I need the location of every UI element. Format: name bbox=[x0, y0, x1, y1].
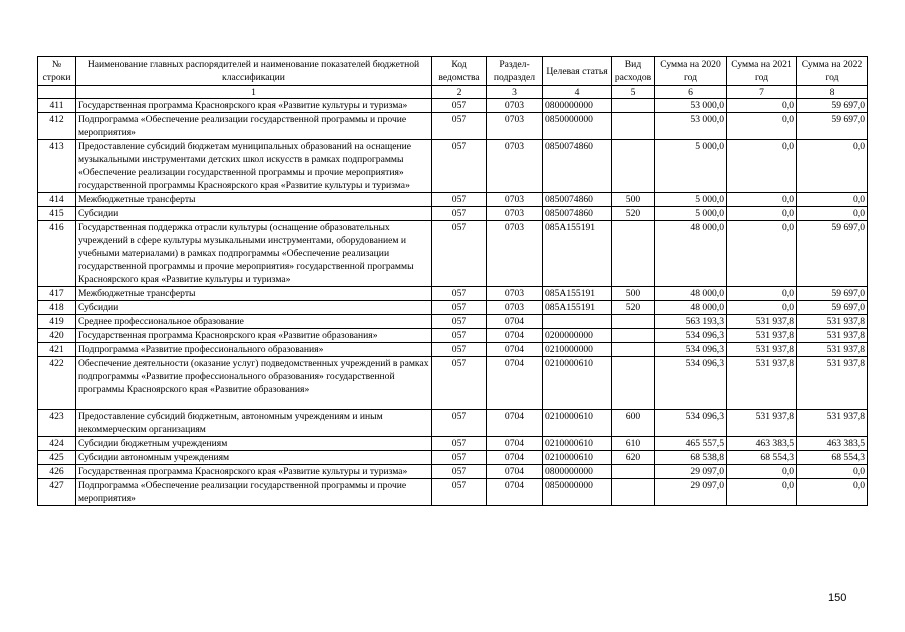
row-sum-2021: 0,0 bbox=[727, 479, 797, 506]
column-number: 7 bbox=[727, 86, 797, 99]
row-kod: 057 bbox=[432, 329, 487, 343]
row-vid: 610 bbox=[612, 437, 655, 451]
row-name: Подпрограмма «Обеспечение реализации государственной программы и прочие мероприятия» bbox=[76, 479, 432, 506]
table-row bbox=[38, 479, 868, 506]
table-body bbox=[38, 99, 868, 506]
row-sum-2022: 0,0 bbox=[797, 193, 868, 207]
row-sum-2021: 0,0 bbox=[727, 221, 797, 287]
row-celevaya: 0850074860 bbox=[543, 193, 612, 207]
row-celevaya: 085A155191 bbox=[543, 287, 612, 301]
row-kod: 057 bbox=[432, 343, 487, 357]
row-kod: 057 bbox=[432, 451, 487, 465]
row-sum-2020: 534 096,3 bbox=[655, 343, 727, 357]
row-sum-2021: 68 554,3 bbox=[727, 451, 797, 465]
row-vid: 620 bbox=[612, 451, 655, 465]
row-number: 413 bbox=[38, 140, 76, 193]
row-celevaya: 085A155191 bbox=[543, 301, 612, 315]
row-celevaya: 0210000610 bbox=[543, 437, 612, 451]
row-sum-2022: 531 937,8 bbox=[797, 343, 868, 357]
row-vid bbox=[612, 99, 655, 113]
table-row bbox=[38, 207, 868, 221]
row-kod: 057 bbox=[432, 113, 487, 140]
table-row bbox=[38, 193, 868, 207]
row-sum-2020: 534 096,3 bbox=[655, 357, 727, 410]
row-name: Межбюджетные трансферты bbox=[76, 287, 432, 301]
row-sum-2022: 0,0 bbox=[797, 140, 868, 193]
row-sum-2022: 0,0 bbox=[797, 479, 868, 506]
row-sum-2020: 534 096,3 bbox=[655, 410, 727, 437]
row-sum-2021: 531 937,8 bbox=[727, 410, 797, 437]
header-sum-2021: Сумма на 2021 год bbox=[727, 57, 797, 86]
row-kod: 057 bbox=[432, 287, 487, 301]
row-razdel: 0704 bbox=[487, 451, 543, 465]
row-vid: 600 bbox=[612, 410, 655, 437]
column-number: 2 bbox=[432, 86, 487, 99]
table-row bbox=[38, 437, 868, 451]
row-name: Субсидии bbox=[76, 301, 432, 315]
row-razdel: 0704 bbox=[487, 343, 543, 357]
row-sum-2022: 68 554,3 bbox=[797, 451, 868, 465]
row-celevaya: 0850074860 bbox=[543, 207, 612, 221]
row-kod: 057 bbox=[432, 410, 487, 437]
row-celevaya: 0800000000 bbox=[543, 99, 612, 113]
row-razdel: 0703 bbox=[487, 113, 543, 140]
row-celevaya: 0200000000 bbox=[543, 329, 612, 343]
row-sum-2020: 534 096,3 bbox=[655, 329, 727, 343]
table-header bbox=[38, 57, 868, 99]
table-row bbox=[38, 451, 868, 465]
row-celevaya: 0850000000 bbox=[543, 113, 612, 140]
header-celevaya: Целевая статья bbox=[543, 57, 612, 86]
row-kod: 057 bbox=[432, 437, 487, 451]
row-name: Субсидии автономным учреждениям bbox=[76, 451, 432, 465]
row-vid: 500 bbox=[612, 193, 655, 207]
row-sum-2022: 531 937,8 bbox=[797, 410, 868, 437]
row-sum-2021: 0,0 bbox=[727, 287, 797, 301]
row-number: 412 bbox=[38, 113, 76, 140]
row-sum-2020: 53 000,0 bbox=[655, 113, 727, 140]
row-sum-2021: 531 937,8 bbox=[727, 357, 797, 410]
row-number: 418 bbox=[38, 301, 76, 315]
row-sum-2020: 563 193,3 bbox=[655, 315, 727, 329]
row-sum-2020: 5 000,0 bbox=[655, 193, 727, 207]
row-name: Субсидии бюджетным учреждениям bbox=[76, 437, 432, 451]
header-sum-2020: Сумма на 2020 год bbox=[655, 57, 727, 86]
row-number: 417 bbox=[38, 287, 76, 301]
row-razdel: 0704 bbox=[487, 465, 543, 479]
row-number: 415 bbox=[38, 207, 76, 221]
row-name: Обеспечение деятельности (оказание услуг) подведомственных учреждений в рамках подпрограммы «Развитие профессионального образования» государственной программы Красноярского края «Развитие образования» bbox=[76, 357, 432, 410]
row-kod: 057 bbox=[432, 465, 487, 479]
row-sum-2021: 0,0 bbox=[727, 207, 797, 221]
row-sum-2022: 463 383,5 bbox=[797, 437, 868, 451]
row-razdel: 0704 bbox=[487, 437, 543, 451]
row-razdel: 0704 bbox=[487, 479, 543, 506]
row-name: Среднее профессиональное образование bbox=[76, 315, 432, 329]
row-sum-2022: 59 697,0 bbox=[797, 301, 868, 315]
row-sum-2020: 48 000,0 bbox=[655, 301, 727, 315]
row-sum-2021: 0,0 bbox=[727, 301, 797, 315]
table-row bbox=[38, 315, 868, 329]
row-sum-2021: 0,0 bbox=[727, 465, 797, 479]
row-name: Межбюджетные трансферты bbox=[76, 193, 432, 207]
row-vid bbox=[612, 357, 655, 410]
row-vid bbox=[612, 329, 655, 343]
row-sum-2020: 29 097,0 bbox=[655, 479, 727, 506]
column-number: 1 bbox=[76, 86, 432, 99]
row-name: Предоставление субсидий бюджетным, автономным учреждениям и иным некоммерческим организациям bbox=[76, 410, 432, 437]
row-sum-2020: 5 000,0 bbox=[655, 140, 727, 193]
column-number: 4 bbox=[543, 86, 612, 99]
budget-table bbox=[37, 56, 868, 506]
header-kod: Код ведомства bbox=[432, 57, 487, 86]
row-number: 424 bbox=[38, 437, 76, 451]
row-celevaya bbox=[543, 315, 612, 329]
row-sum-2021: 531 937,8 bbox=[727, 329, 797, 343]
row-sum-2021: 531 937,8 bbox=[727, 343, 797, 357]
row-sum-2022: 59 697,0 bbox=[797, 113, 868, 140]
row-name: Государственная поддержка отрасли культуры (оснащение образовательных учреждений в сфере культуры музыкальными инструментами, оборудованием и учебными материалами) в рамках подпрограммы «Обеспечение реализации государственной программы и прочие мероприятия» государственной программы Красноярского края «Развитие культуры и туризма» bbox=[76, 221, 432, 287]
row-name: Государственная программа Красноярского края «Развитие образования» bbox=[76, 329, 432, 343]
page-number: 150 bbox=[828, 592, 847, 604]
table-row bbox=[38, 99, 868, 113]
row-razdel: 0703 bbox=[487, 287, 543, 301]
row-kod: 057 bbox=[432, 207, 487, 221]
row-sum-2020: 465 557,5 bbox=[655, 437, 727, 451]
header-sum-2022: Сумма на 2022 год bbox=[797, 57, 868, 86]
row-name: Подпрограмма «Обеспечение реализации государственной программы и прочие мероприятия» bbox=[76, 113, 432, 140]
row-sum-2020: 48 000,0 bbox=[655, 221, 727, 287]
row-celevaya: 0800000000 bbox=[543, 465, 612, 479]
row-kod: 057 bbox=[432, 357, 487, 410]
row-sum-2022: 59 697,0 bbox=[797, 221, 868, 287]
row-razdel: 0703 bbox=[487, 221, 543, 287]
row-sum-2020: 48 000,0 bbox=[655, 287, 727, 301]
row-razdel: 0703 bbox=[487, 193, 543, 207]
table-row bbox=[38, 357, 868, 410]
column-number: 3 bbox=[487, 86, 543, 99]
row-kod: 057 bbox=[432, 479, 487, 506]
row-celevaya: 0850000000 bbox=[543, 479, 612, 506]
row-number: 419 bbox=[38, 315, 76, 329]
row-name: Подпрограмма «Развитие профессионального образования» bbox=[76, 343, 432, 357]
row-kod: 057 bbox=[432, 301, 487, 315]
row-razdel: 0704 bbox=[487, 357, 543, 410]
row-name: Предоставление субсидий бюджетам муниципальных образований на оснащение музыкальными инструментами детских школ искусств в рамках подпрограммы «Обеспечение реализации государственной программы и прочие мероприятия» государственной программы Красноярского края «Развитие культуры и туризма» bbox=[76, 140, 432, 193]
row-sum-2021: 0,0 bbox=[727, 140, 797, 193]
row-vid bbox=[612, 479, 655, 506]
row-number: 427 bbox=[38, 479, 76, 506]
table-row bbox=[38, 329, 868, 343]
table-row bbox=[38, 221, 868, 287]
row-sum-2022: 0,0 bbox=[797, 465, 868, 479]
row-vid: 520 bbox=[612, 301, 655, 315]
row-razdel: 0703 bbox=[487, 140, 543, 193]
row-name: Государственная программа Красноярского края «Развитие культуры и туризма» bbox=[76, 99, 432, 113]
table-row bbox=[38, 140, 868, 193]
row-sum-2021: 0,0 bbox=[727, 193, 797, 207]
row-number: 426 bbox=[38, 465, 76, 479]
row-sum-2022: 0,0 bbox=[797, 207, 868, 221]
table-row bbox=[38, 465, 868, 479]
header-razdel: Раздел-подраздел bbox=[487, 57, 543, 86]
row-vid bbox=[612, 140, 655, 193]
row-sum-2020: 5 000,0 bbox=[655, 207, 727, 221]
row-number: 422 bbox=[38, 357, 76, 410]
column-number: 5 bbox=[612, 86, 655, 99]
row-razdel: 0703 bbox=[487, 99, 543, 113]
table-row bbox=[38, 343, 868, 357]
column-number bbox=[38, 86, 76, 99]
row-razdel: 0703 bbox=[487, 207, 543, 221]
row-name: Государственная программа Красноярского края «Развитие культуры и туризма» bbox=[76, 465, 432, 479]
header-num: № строки bbox=[38, 57, 76, 86]
row-celevaya: 0210000610 bbox=[543, 451, 612, 465]
table-row bbox=[38, 287, 868, 301]
row-number: 423 bbox=[38, 410, 76, 437]
row-number: 411 bbox=[38, 99, 76, 113]
row-celevaya: 0210000000 bbox=[543, 343, 612, 357]
row-kod: 057 bbox=[432, 315, 487, 329]
row-sum-2020: 68 538,8 bbox=[655, 451, 727, 465]
row-number: 420 bbox=[38, 329, 76, 343]
row-kod: 057 bbox=[432, 140, 487, 193]
row-sum-2020: 53 000,0 bbox=[655, 99, 727, 113]
header-name: Наименование главных распорядителей и наименование показателей бюджетной классификации bbox=[76, 57, 432, 86]
row-sum-2022: 531 937,8 bbox=[797, 315, 868, 329]
table-row bbox=[38, 113, 868, 140]
row-vid bbox=[612, 221, 655, 287]
row-kod: 057 bbox=[432, 193, 487, 207]
row-razdel: 0704 bbox=[487, 410, 543, 437]
table-row bbox=[38, 410, 868, 437]
column-number-row bbox=[38, 86, 868, 99]
row-celevaya: 0210000610 bbox=[543, 357, 612, 410]
row-sum-2022: 59 697,0 bbox=[797, 99, 868, 113]
row-celevaya: 0850074860 bbox=[543, 140, 612, 193]
row-sum-2022: 531 937,8 bbox=[797, 357, 868, 410]
row-vid bbox=[612, 343, 655, 357]
row-razdel: 0704 bbox=[487, 329, 543, 343]
row-vid: 500 bbox=[612, 287, 655, 301]
row-number: 421 bbox=[38, 343, 76, 357]
row-number: 416 bbox=[38, 221, 76, 287]
row-sum-2021: 0,0 bbox=[727, 99, 797, 113]
column-number: 6 bbox=[655, 86, 727, 99]
row-sum-2022: 531 937,8 bbox=[797, 329, 868, 343]
column-number: 8 bbox=[797, 86, 868, 99]
row-kod: 057 bbox=[432, 99, 487, 113]
row-sum-2020: 29 097,0 bbox=[655, 465, 727, 479]
row-kod: 057 bbox=[432, 221, 487, 287]
row-celevaya: 0210000610 bbox=[543, 410, 612, 437]
row-celevaya: 085A155191 bbox=[543, 221, 612, 287]
row-vid: 520 bbox=[612, 207, 655, 221]
row-razdel: 0703 bbox=[487, 301, 543, 315]
table-row bbox=[38, 301, 868, 315]
row-vid bbox=[612, 315, 655, 329]
row-sum-2021: 531 937,8 bbox=[727, 315, 797, 329]
row-name: Субсидии bbox=[76, 207, 432, 221]
row-number: 414 bbox=[38, 193, 76, 207]
row-sum-2021: 0,0 bbox=[727, 113, 797, 140]
row-sum-2021: 463 383,5 bbox=[727, 437, 797, 451]
row-number: 425 bbox=[38, 451, 76, 465]
header-vid: Вид расходов bbox=[612, 57, 655, 86]
row-sum-2022: 59 697,0 bbox=[797, 287, 868, 301]
row-razdel: 0704 bbox=[487, 315, 543, 329]
row-vid bbox=[612, 113, 655, 140]
row-vid bbox=[612, 465, 655, 479]
